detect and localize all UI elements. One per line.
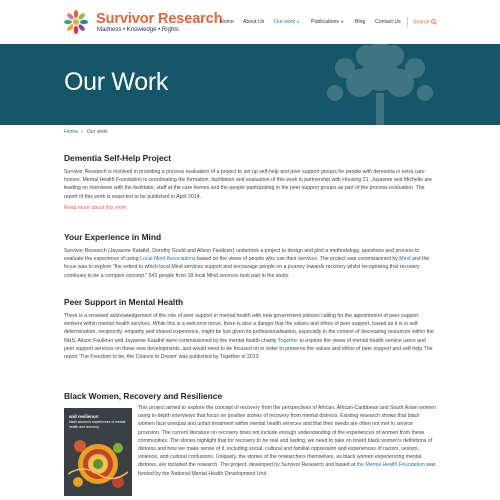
read-more-link[interactable]: Read more about this work xyxy=(64,204,126,211)
page-title: Our Work xyxy=(64,68,169,96)
report-cover-subtitle: black women's experiences of mental health and recovery xyxy=(69,420,126,429)
breadcrumb-home[interactable]: Home xyxy=(64,129,78,135)
body-text: to explore the views of mental health service users and peer support services on these new developments, and would need to be focused on in order to preserve the values and ethos of peer support and self-help.The report 'The Freedom to be, the Chance to Dream' was published by Together in 2013. xyxy=(64,337,433,361)
nav-item-blog[interactable]: Blog xyxy=(355,19,366,25)
nav-item-our-work[interactable] xyxy=(274,19,299,25)
nav-item-about[interactable]: About Us xyxy=(243,19,265,25)
brand-name[interactable]: Survivor Research xyxy=(96,11,223,27)
section-body xyxy=(138,404,436,478)
report-cover-title xyxy=(69,414,132,429)
body-text: There is a renewed acknowledgement of the role of peer support in mental health with new government policies calling for the appointment of peer support workers within mental health services. While this is a welcome move, there is also a danger that the values and ethos of peer support, based as it is in self-determination, reciprocity, empathy and shared experience, might be lost given its professionalisation, especially in the context of decreasing resources within the NHS. Alison Faulkner and Jayasree Kalathil were commissioned by the mental health charity xyxy=(64,313,434,344)
search-button[interactable] xyxy=(413,19,437,25)
logo-icon[interactable] xyxy=(64,10,88,34)
body-text: was funded by the National Mental Health Development Unit. xyxy=(138,462,436,477)
section-experience-in-mind xyxy=(64,232,436,280)
breadcrumb-separator: » xyxy=(80,129,84,135)
page-banner xyxy=(0,44,500,125)
body-text: based on the views of people who use their services. The project was commissioned by xyxy=(195,256,400,263)
nav-item-label: Publications xyxy=(311,19,339,25)
tree-icon xyxy=(305,44,455,125)
section-body xyxy=(64,312,436,361)
section-peer-support xyxy=(64,297,436,361)
body-text: This project aimed to explore the concept of recovery from the perspectives of African, African-Caribbean and South Asian women using in-depth interviews that focus on positive stories of recovery from mental distress. Existing research shows that black women face unequal and unfair treatment within mental health services and that their needs are often not met in service provision. The current literature on recovery does not include enough understanding of the experiences of women from these communities. The stories highlight that for recovery to be real and lasting, we need to take on board black women's definitions of distress and how we make sense of it, including social, cultural and familial oppression and experiences of racism, sexism, violence, and cultural confusions. Uniquely, the stories of the researchers themselves, as black women experiencing mental distress, are included the research. The project, developed by Survivor Research and based at xyxy=(138,405,436,469)
search-icon xyxy=(431,19,437,25)
report-cover-art xyxy=(68,434,128,492)
together-link[interactable]: Together xyxy=(277,337,299,344)
mind-link[interactable]: Mind xyxy=(399,256,411,263)
search-label: Search xyxy=(413,19,430,26)
section-body: Survivor Research is involved in providing a process evaluation of a project to set up self-help and peer support groups for people with dementia in extra care homes. Mental Health Foundation is coordinating the formation, facilitation and evaluation of this work in partnership with Housing 21. Jayasree and Michelle are leading on interviews with the facilitator, staff at the care homes and the people participating in the peer support groups as part of the process evaluation. The report of this work is expected to be published in April 2014. xyxy=(64,169,432,200)
body-text: and the focus was to explore "the extent to which local Mind services support and encourage people on a journey towards recovery whilst recognising that recovery continues to be a complex concept." 543 people from 18 local Mind services took part in the study. xyxy=(64,256,430,279)
nav-divider xyxy=(407,17,408,27)
section-title: Peer Support in Mental Health xyxy=(64,297,184,307)
section-dementia xyxy=(64,153,436,211)
body-text: Survivor Research (Jayasree Kalathil, Dorothy Gould and Alison Faulkner) undertook a project to design and pilot a methodology, questions and process to evaluate the experience of using xyxy=(64,248,420,263)
section-black-women xyxy=(64,391,436,477)
section-title: Dementia Self-Help Project xyxy=(64,153,172,163)
brand-tagline: Madness • Knowledge • Rights xyxy=(97,27,179,33)
section-body xyxy=(64,247,436,280)
mhf-link[interactable]: the Mental Health Foundation xyxy=(356,462,425,469)
chevron-down-icon: ▾ xyxy=(297,19,300,24)
nav-item-contact[interactable]: Contact Us xyxy=(375,19,401,25)
nav-item-home[interactable]: Home xyxy=(220,19,234,25)
section-title: Your Experience in Mind xyxy=(64,232,162,242)
breadcrumb-current: Our work xyxy=(86,129,108,135)
section-title: Black Women, Recovery and Resilience xyxy=(64,391,223,401)
chevron-down-icon: ▾ xyxy=(340,19,343,24)
nav-item-label: Our work xyxy=(274,19,296,25)
report-cover-title-line: and resilience: xyxy=(69,414,100,419)
report-cover-image[interactable] xyxy=(64,408,132,496)
local-mind-link[interactable]: Local Mind Associations xyxy=(140,256,196,263)
site-header xyxy=(0,0,500,44)
breadcrumb xyxy=(64,129,108,135)
nav-item-publications[interactable] xyxy=(311,19,343,25)
